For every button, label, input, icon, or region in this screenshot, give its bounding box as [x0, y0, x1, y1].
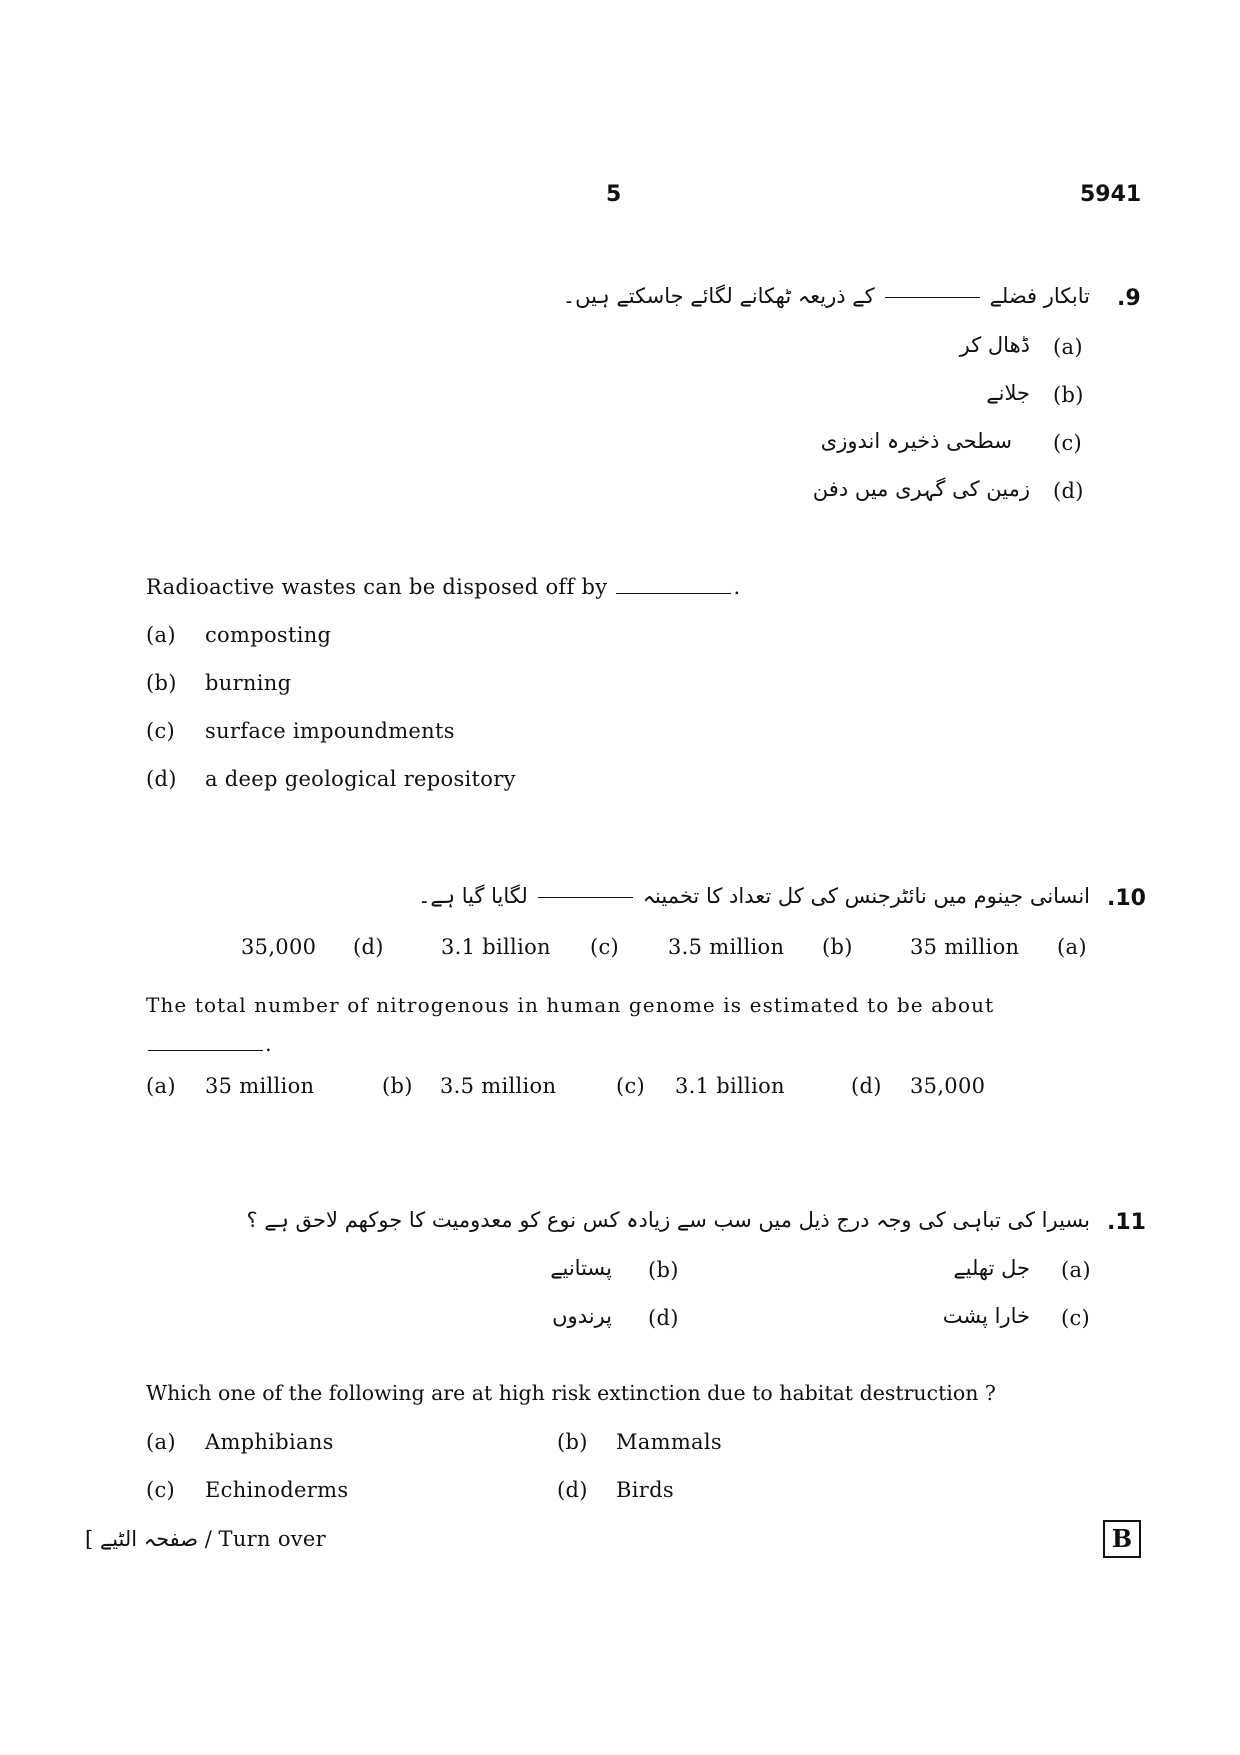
q10-english-question: The total number of nitrogenous in human genome is estimated to be about	[146, 993, 995, 1017]
q11-urdu-option-b: پستانیے	[550, 1256, 612, 1280]
q9-english-question-text: Radioactive wastes can be disposed off by	[146, 575, 608, 599]
q11-en-option-a: Amphibians	[205, 1430, 334, 1454]
footer-urdu-turn-over: صفحہ الٹیے	[99, 1527, 199, 1551]
q10-urdu-option-b: 3.5 million	[668, 935, 785, 959]
q10-english-blank	[148, 1049, 263, 1051]
q11-urdu-option-b-label: (b)	[648, 1258, 679, 1282]
q9-urdu-question-before: تابکار فضلے	[989, 284, 1090, 308]
q10-urdu-question-before: انسانی جینوم میں نائٹرجنس کی کل تعداد کا تخمینہ	[642, 884, 1090, 908]
q11-en-option-c-label: (c)	[146, 1478, 176, 1502]
q11-urdu-option-c: خارا پشت	[942, 1304, 1030, 1328]
q9-urdu-option-a-label: (a)	[1053, 335, 1083, 359]
q9-urdu-question	[563, 284, 1090, 308]
page-number: 5	[606, 182, 622, 207]
q9-english-question	[146, 575, 740, 599]
q10-en-option-d: 35,000	[910, 1074, 986, 1098]
q11-en-option-a-label: (a)	[146, 1430, 176, 1454]
q9-en-option-a: composting	[205, 623, 332, 647]
q9-urdu-blank	[885, 296, 980, 298]
q11-urdu-question: بسیرا کی تباہی کی وجہ درج ذیل میں سب سے زیادہ کس نوع کو معدومیت کا جوکھم لاحق ہے ؟	[246, 1208, 1090, 1232]
footer-separator: /	[204, 1527, 212, 1551]
q11-en-option-b-label: (b)	[557, 1430, 588, 1454]
q9-en-option-b-label: (b)	[146, 671, 177, 695]
q10-en-option-d-label: (d)	[851, 1074, 882, 1098]
q10-number: .10	[1107, 886, 1146, 911]
paper-code: 5941	[1080, 182, 1142, 207]
q9-en-option-c-label: (c)	[146, 719, 176, 743]
q11-en-option-c: Echinoderms	[205, 1478, 349, 1502]
series-box: B	[1103, 1520, 1141, 1558]
q9-english-question-end: .	[733, 575, 741, 599]
q10-urdu-option-d: 35,000	[241, 935, 317, 959]
q9-en-option-a-label: (a)	[146, 623, 176, 647]
q10-en-option-a: 35 million	[205, 1074, 315, 1098]
q9-urdu-option-d-label: (d)	[1053, 479, 1084, 503]
q9-urdu-option-b: جلانے	[986, 381, 1030, 405]
q10-urdu-option-b-label: (b)	[822, 935, 853, 959]
q9-en-option-c: surface impoundments	[205, 719, 455, 743]
q11-urdu-option-a: جل تھلیے	[953, 1256, 1030, 1280]
q11-en-option-b: Mammals	[616, 1430, 722, 1454]
q11-urdu-option-d: پرندوں	[552, 1304, 612, 1328]
q10-urdu-option-d-label: (d)	[353, 935, 384, 959]
q9-urdu-question-after: کے ذریعہ ٹھکانے لگائے جاسکتے ہیں۔	[562, 284, 875, 308]
q10-urdu-option-a: 35 million	[910, 935, 1020, 959]
footer-turn-over	[85, 1527, 326, 1551]
q11-en-option-d-label: (d)	[557, 1478, 588, 1502]
q10-en-option-a-label: (a)	[146, 1074, 176, 1098]
q10-en-option-b: 3.5 million	[440, 1074, 557, 1098]
footer-turn-over-text: Turn over	[218, 1527, 326, 1551]
q9-urdu-option-b-label: (b)	[1053, 383, 1084, 407]
q9-en-option-d: a deep geological repository	[205, 767, 516, 791]
q10-urdu-option-c: 3.1 billion	[441, 935, 551, 959]
q9-number: .9	[1117, 286, 1141, 311]
q9-en-option-d-label: (d)	[146, 767, 177, 791]
q9-urdu-option-c: سطحی ذخیرہ اندوزی	[820, 429, 1012, 453]
q11-number: .11	[1107, 1210, 1146, 1235]
q10-en-option-c-label: (c)	[616, 1074, 646, 1098]
q10-english-blank-line	[146, 1032, 272, 1056]
q9-urdu-option-c-label: (c)	[1053, 431, 1083, 455]
q9-urdu-option-d: زمین کی گہری میں دفن	[812, 477, 1030, 501]
q11-english-question: Which one of the following are at high risk extinction due to habitat destruction ?	[146, 1381, 996, 1405]
q9-urdu-option-a: ڈھال کر	[959, 333, 1030, 357]
q10-urdu-option-c-label: (c)	[590, 935, 620, 959]
q9-english-blank	[616, 592, 731, 594]
q10-urdu-question	[418, 884, 1090, 908]
q10-urdu-question-after: لگایا گیا ہے۔	[418, 884, 528, 908]
q11-urdu-option-a-label: (a)	[1061, 1258, 1091, 1282]
q10-urdu-blank	[538, 896, 633, 898]
q11-en-option-d: Birds	[616, 1478, 674, 1502]
q9-en-option-b: burning	[205, 671, 292, 695]
q10-urdu-option-a-label: (a)	[1057, 935, 1087, 959]
footer-open-bracket: [	[85, 1527, 94, 1551]
q10-en-option-c: 3.1 billion	[675, 1074, 785, 1098]
q10-english-question-end: .	[265, 1032, 272, 1056]
q11-urdu-option-c-label: (c)	[1061, 1306, 1091, 1330]
q11-urdu-option-d-label: (d)	[648, 1306, 679, 1330]
q10-en-option-b-label: (b)	[382, 1074, 413, 1098]
